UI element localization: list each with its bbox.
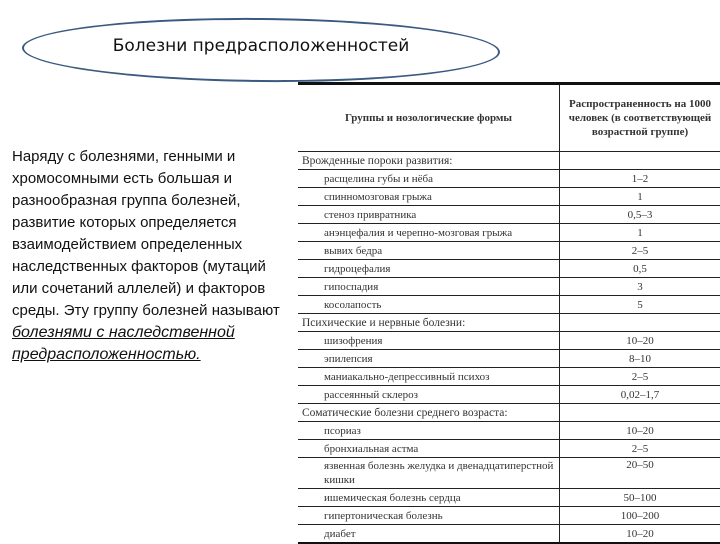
body-text (12, 146, 280, 366)
disease-name: косолапость (298, 296, 560, 314)
disease-name: спинномозговая грыжа (298, 188, 560, 206)
body-line: или сочетаний аллелей) и факторов (12, 278, 280, 300)
disease-name: язвенная болезнь желудка и двенадцатиперстной кишки (298, 458, 560, 489)
prevalence-value: 2–5 (560, 440, 720, 458)
table-row (298, 296, 720, 314)
prevalence-value: 1 (560, 224, 720, 242)
body-line: хромосомными есть большая и (12, 168, 280, 190)
prevalence-value: 2–5 (560, 368, 720, 386)
disease-name: вывих бедра (298, 242, 560, 260)
prevalence-value: 50–100 (560, 489, 720, 507)
table-row (298, 260, 720, 278)
prevalence-value: 3 (560, 278, 720, 296)
prevalence-value: 0,5 (560, 260, 720, 278)
prevalence-value: 10–20 (560, 332, 720, 350)
disease-name: бронхиальная астма (298, 440, 560, 458)
table-row (298, 242, 720, 260)
emphasis-line: предрасположенностью. (12, 344, 280, 366)
emphasis-line: болезнями с наследственной (12, 322, 280, 344)
disease-name: гидроцефалия (298, 260, 560, 278)
disease-name: ишемическая болезнь сердца (298, 489, 560, 507)
prevalence-value: 20–50 (560, 458, 720, 489)
prevalence-value: 10–20 (560, 422, 720, 440)
disease-name: диабет (298, 525, 560, 544)
body-line: разнообразная группа болезней, (12, 190, 280, 212)
disease-name: Врожденные пороки развития: (298, 152, 560, 170)
disease-name: гипертоническая болезнь (298, 507, 560, 525)
disease-name: псориаз (298, 422, 560, 440)
prevalence-value: 1 (560, 188, 720, 206)
slide-title: Болезни предрасположенностей (22, 36, 500, 56)
disease-table (298, 82, 720, 544)
body-line: взаимодействием определенных (12, 234, 280, 256)
prevalence-value: 1–2 (560, 170, 720, 188)
disease-name: Соматические болезни среднего возраста: (298, 404, 560, 422)
header-prevalence: Распространенность на 1000 человек (в соответствующей возрастной группе) (560, 84, 720, 152)
disease-name: стеноз привратника (298, 206, 560, 224)
table-row (298, 278, 720, 296)
table-row (298, 507, 720, 525)
group-row (298, 404, 720, 422)
prevalence-value: 10–20 (560, 525, 720, 544)
body-line: развитие которых определяется (12, 212, 280, 234)
table-row (298, 422, 720, 440)
table-row (298, 188, 720, 206)
table-row (298, 440, 720, 458)
prevalence-value: 0,02–1,7 (560, 386, 720, 404)
table-row (298, 525, 720, 544)
disease-name: Психические и нервные болезни: (298, 314, 560, 332)
prevalence-value: 8–10 (560, 350, 720, 368)
table-row (298, 224, 720, 242)
table-row (298, 368, 720, 386)
disease-name: гипоспадия (298, 278, 560, 296)
prevalence-value: 100–200 (560, 507, 720, 525)
prevalence-value: 2–5 (560, 242, 720, 260)
prevalence-value (560, 314, 720, 332)
disease-name: расщелина губы и нёба (298, 170, 560, 188)
body-line: среды. Эту группу болезней называют (12, 300, 280, 322)
prevalence-value (560, 152, 720, 170)
disease-name: анэнцефалия и черепно-мозговая грыжа (298, 224, 560, 242)
table-row (298, 489, 720, 507)
table-row (298, 386, 720, 404)
prevalence-value: 5 (560, 296, 720, 314)
table-row (298, 332, 720, 350)
table-row (298, 206, 720, 224)
disease-name: рассеянный склероз (298, 386, 560, 404)
prevalence-value: 0,5–3 (560, 206, 720, 224)
body-line: Наряду с болезнями, генными и (12, 146, 280, 168)
disease-name: шизофрения (298, 332, 560, 350)
disease-name: маниакально-депрессивный психоз (298, 368, 560, 386)
group-row (298, 314, 720, 332)
disease-name: эпилепсия (298, 350, 560, 368)
body-line: наследственных факторов (мутаций (12, 256, 280, 278)
table-row (298, 350, 720, 368)
header-groups: Группы и нозологические формы (298, 84, 560, 152)
table-row (298, 170, 720, 188)
prevalence-value (560, 404, 720, 422)
group-row (298, 152, 720, 170)
table-row (298, 458, 720, 489)
